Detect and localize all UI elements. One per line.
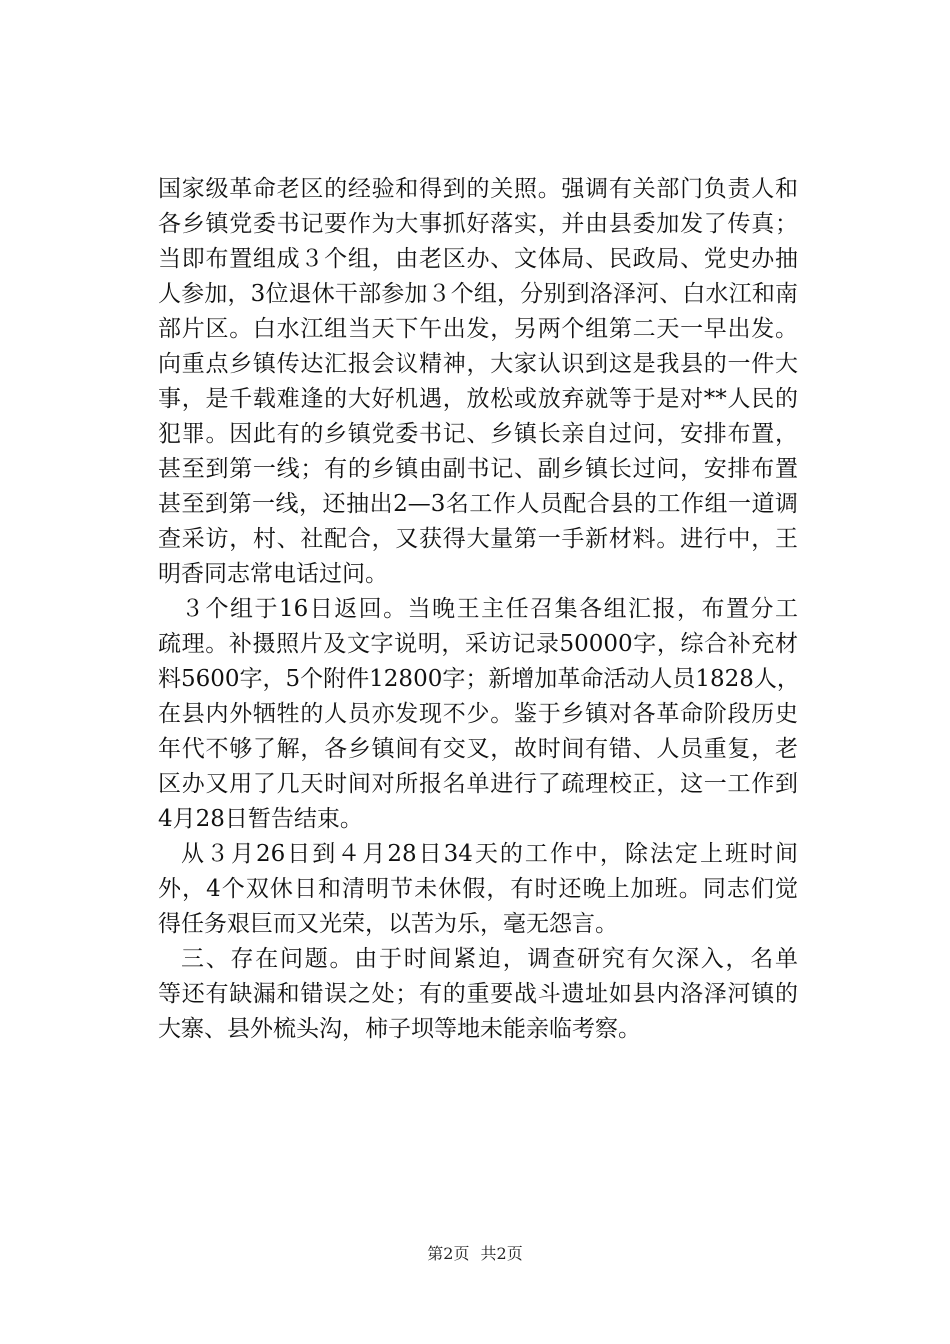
document-body	[158, 172, 798, 1047]
text-line: 查采访，村、社配合，又获得大量第一手新材料。进行中，王	[158, 526, 798, 552]
paragraph-2	[158, 592, 798, 837]
page-footer	[0, 1244, 950, 1264]
text-line: ３个组于16日返回。当晚王主任召集各组汇报，布置分工	[181, 596, 798, 622]
text-line: 甚至到第一线；有的乡镇由副书记、副乡镇长过问，安排布置	[158, 456, 798, 482]
text-line: 年代不够了解，各乡镇间有交叉，故时间有错、人员重复，老	[158, 736, 798, 762]
text-line: 明香同志常电话过问。	[158, 561, 388, 587]
text-line: 事，是千载难逢的大好机遇，放松或放弃就等于是对**人民的	[158, 386, 798, 412]
text-line: 当即布置组成３个组，由老区办、文体局、民政局、党史办抽	[158, 246, 798, 272]
text-line: 大寨、县外梳头沟，柿子坝等地未能亲临考察。	[158, 1016, 641, 1042]
text-line: 料5600字，5个附件12800字；新增加革命活动人员1828人，	[158, 666, 800, 692]
text-line: 区办又用了几天时间对所报名单进行了疏理校正，这一工作到	[158, 771, 798, 797]
page-total: 共2页	[480, 1244, 523, 1263]
paragraph-4	[158, 942, 798, 1047]
text-line: 4月28日暂告结束。	[158, 806, 363, 832]
text-line: 在县内外牺牲的人员亦发现不少。鉴于乡镇对各革命阶段历史	[158, 701, 798, 727]
text-line: 三、存在问题。由于时间紧迫，调查研究有欠深入，名单	[181, 946, 798, 972]
text-line: 从３月26日到４月28日34天的工作中，除法定上班时间	[181, 841, 798, 867]
text-line: 疏理。补摄照片及文字说明，采访记录50000字，综合补充材	[158, 631, 798, 657]
paragraph-1	[158, 172, 798, 592]
text-line: 人参加，3位退休干部参加３个组，分别到洛泽河、白水江和南	[158, 281, 798, 307]
text-line: 外，4个双休日和清明节未休假，有时还晚上加班。同志们觉	[158, 876, 798, 902]
text-line: 犯罪。因此有的乡镇党委书记、乡镇长亲自过问，安排布置，	[158, 421, 798, 447]
text-line: 等还有缺漏和错误之处；有的重要战斗遗址如县内洛泽河镇的	[158, 981, 798, 1007]
text-line: 甚至到第一线，还抽出2—3名工作人员配合县的工作组一道调	[158, 491, 798, 517]
text-line: 向重点乡镇传达汇报会议精神，大家认识到这是我县的一件大	[158, 351, 798, 377]
text-line: 国家级革命老区的经验和得到的关照。强调有关部门负责人和	[158, 176, 798, 202]
text-line: 各乡镇党委书记要作为大事抓好落实，并由县委加发了传真；	[158, 211, 798, 237]
page-number: 第2页	[427, 1244, 470, 1263]
text-line: 部片区。白水江组当天下午出发，另两个组第二天一早出发。	[158, 316, 798, 342]
paragraph-3	[158, 837, 798, 942]
text-line: 得任务艰巨而又光荣，以苦为乐，毫无怨言。	[158, 911, 618, 937]
